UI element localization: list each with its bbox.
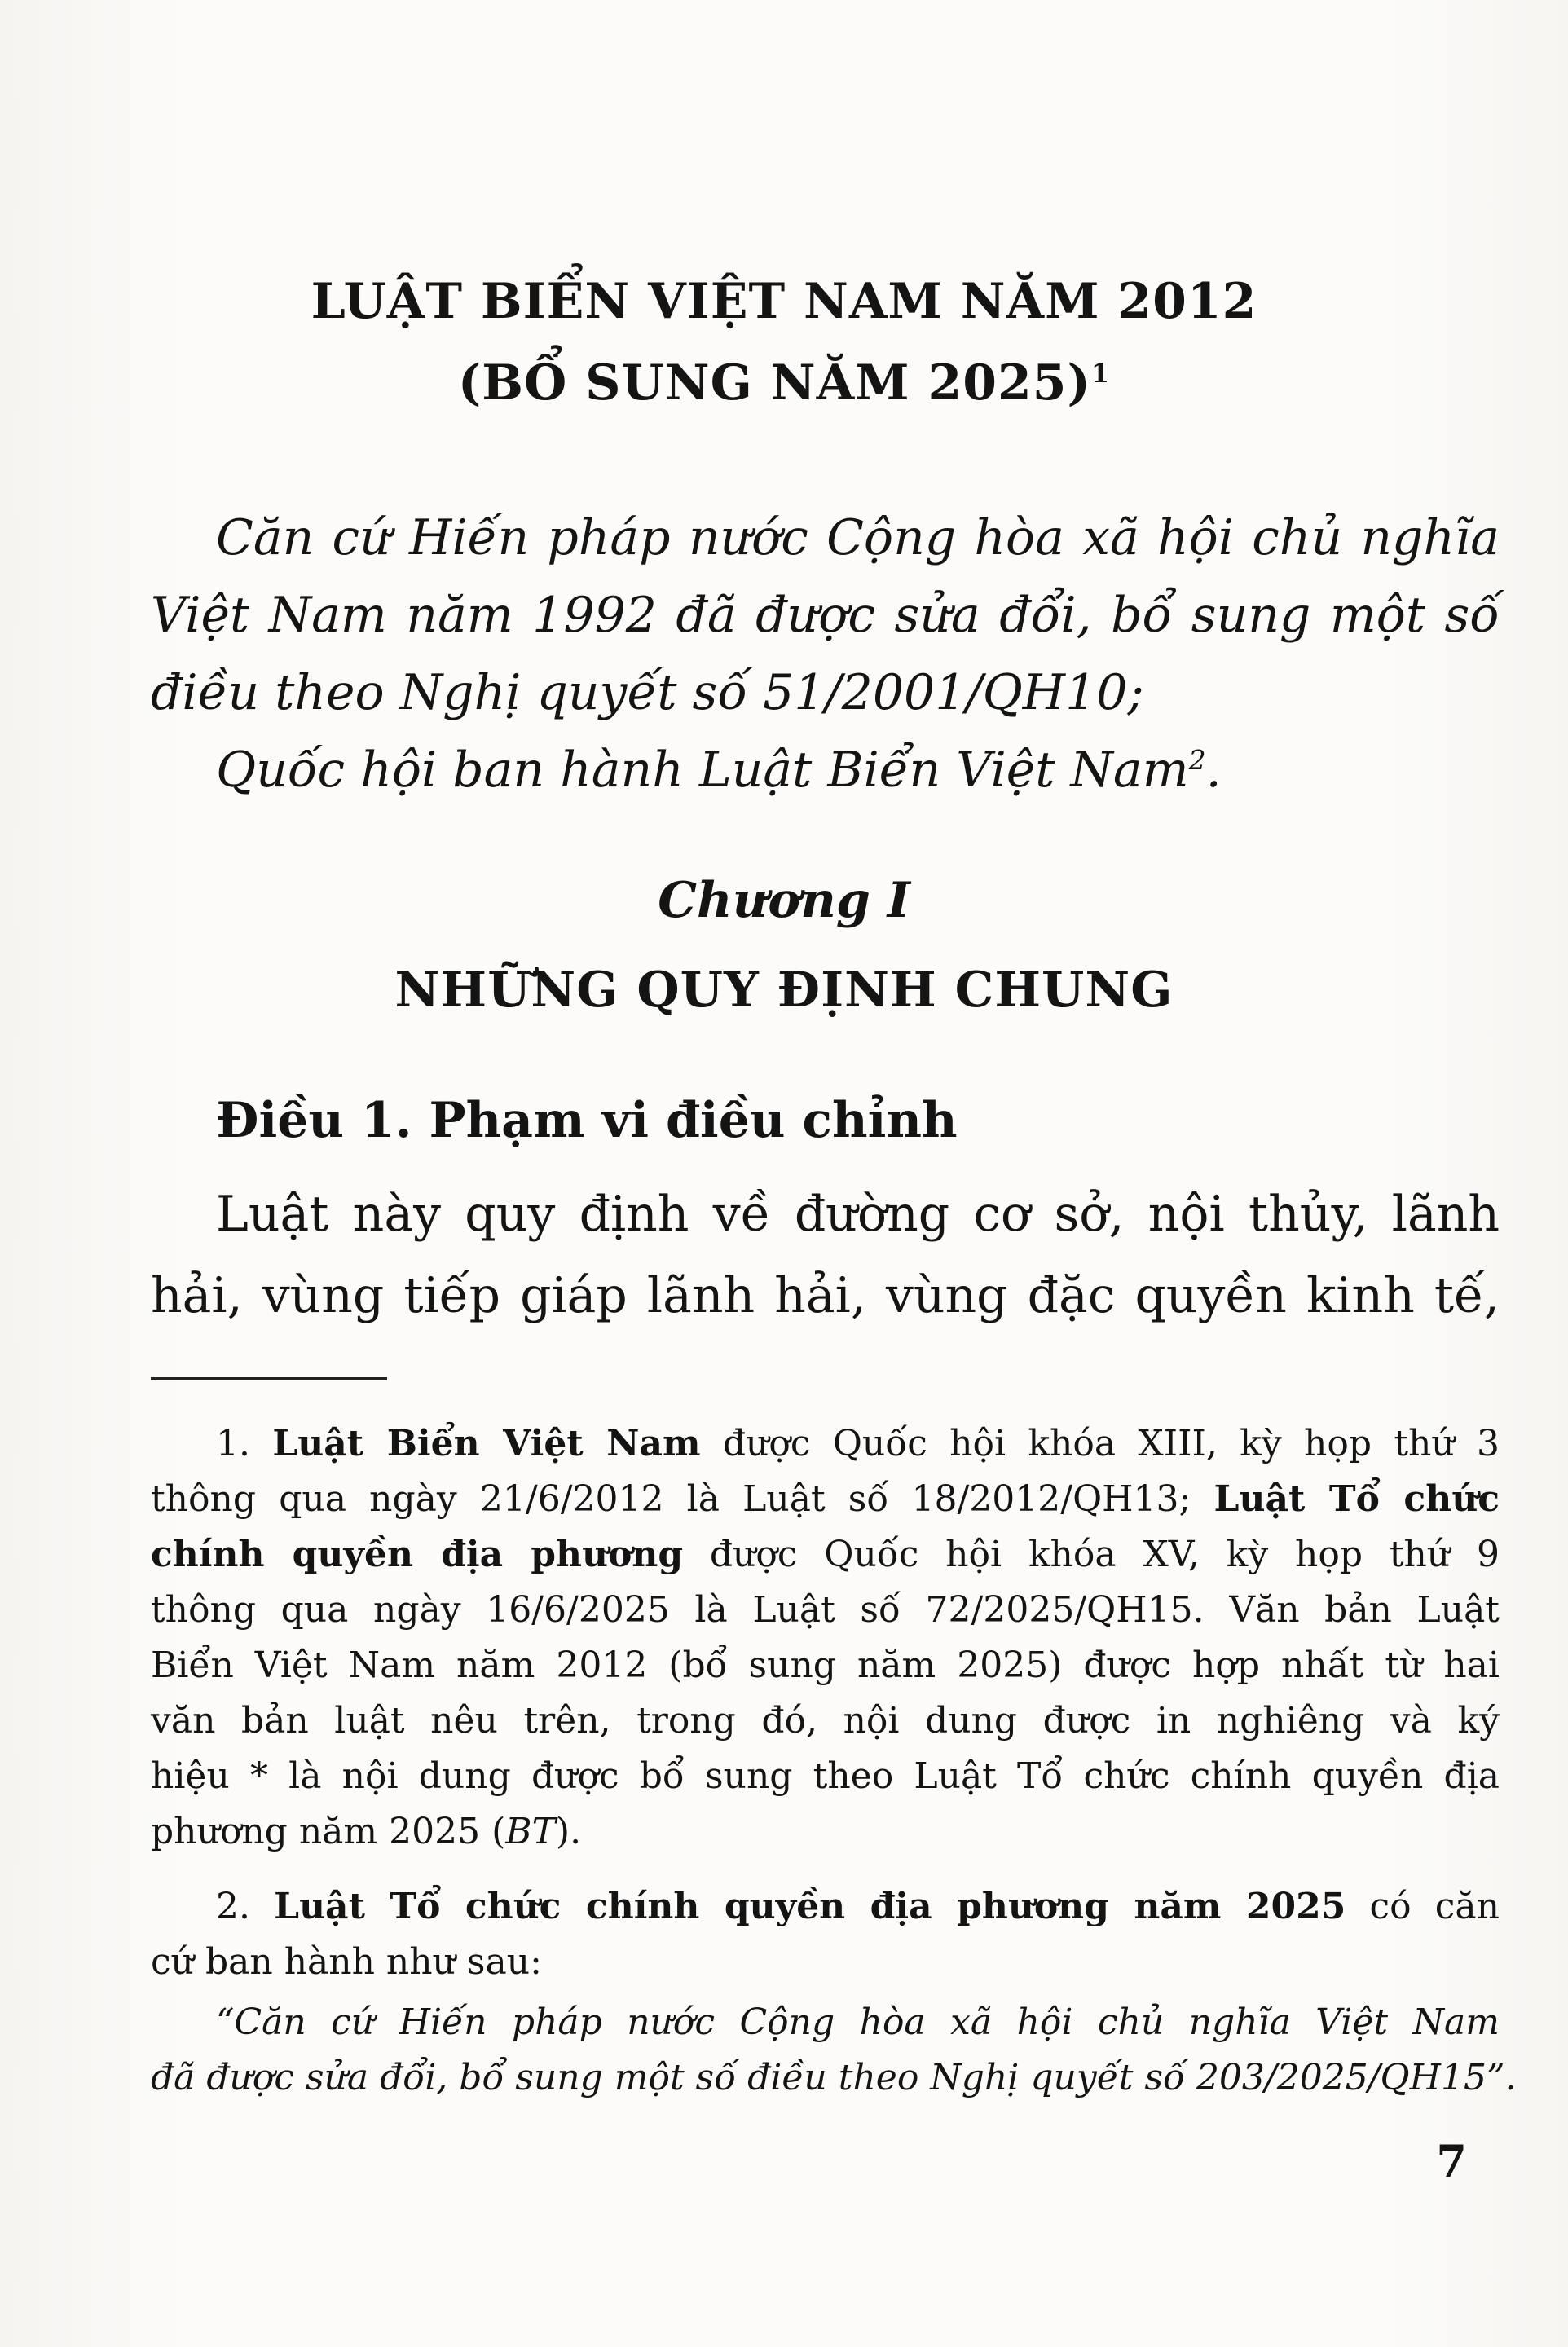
preamble-enact xyxy=(216,742,1222,799)
law-title-line1: LUẬT BIỂN VIỆT NAM NĂM 2012 xyxy=(311,273,1257,330)
footnote-1-text-8b: ). xyxy=(555,1811,582,1852)
footnote-1-bold-2: Luật Tổ chức xyxy=(1213,1478,1500,1520)
footnote-separator xyxy=(151,1377,387,1380)
footnote-2-line-3: “Căn cứ Hiến pháp nước Cộng hòa xã hội chủ nghĩa Việt Nam xyxy=(216,2001,1500,2043)
article-1-line-1: Luật này quy định về đường cơ sở, nội thủy, lãnh xyxy=(216,1186,1500,1243)
footnote-1-italic-8: BT xyxy=(505,1811,556,1852)
chapter-number: Chương I xyxy=(658,872,910,929)
preamble-line-3: điều theo Nghị quyết số 51/2001/QH10; xyxy=(151,664,1144,721)
law-subtitle xyxy=(0,354,1568,412)
preamble-enact-text: Quốc hội ban hành Luật Biển Việt Nam xyxy=(216,742,1189,799)
footnote-1-number: 1. xyxy=(216,1423,273,1464)
footnote-1-text-8a: phương năm 2025 ( xyxy=(151,1811,506,1852)
footnote-1-text-3: được Quốc hội khóa XV, kỳ họp thứ 9 xyxy=(683,1534,1500,1575)
article-1-heading: Điều 1. Phạm vi điều chỉnh xyxy=(216,1092,958,1149)
footnote-1-bold-1: Luật Biển Việt Nam xyxy=(272,1423,701,1464)
footnote-2-line-2: cứ ban hành như sau: xyxy=(151,1941,542,1983)
article-1-line-2: hải, vùng tiếp giáp lãnh hải, vùng đặc quyền kinh tế, xyxy=(151,1267,1500,1324)
footnote-2-line-1 xyxy=(216,1886,1500,1927)
footnote-1-line-1 xyxy=(216,1423,1500,1464)
footnote-1-text-2: thông qua ngày 21/6/2012 là Luật số 18/2012/QH13; xyxy=(151,1478,1214,1520)
footnote-1-text-1: được Quốc hội khóa XIII, kỳ họp thứ 3 xyxy=(700,1423,1500,1464)
footnote-2-text-1: có căn xyxy=(1346,1886,1500,1927)
footnote-1-line-4: thông qua ngày 16/6/2025 là Luật số 72/2025/QH15. Văn bản Luật xyxy=(151,1589,1500,1631)
footnote-2-number: 2. xyxy=(216,1886,275,1927)
preamble-line-2: Việt Nam năm 1992 đã được sửa đổi, bổ sung một số xyxy=(151,587,1500,644)
preamble-line-1: Căn cứ Hiến pháp nước Cộng hòa xã hội chủ nghĩa xyxy=(216,509,1500,566)
footnote-1-line-7: hiệu * là nội dung được bổ sung theo Luật Tổ chức chính quyền địa xyxy=(151,1755,1500,1797)
footnote-ref-2: 2 xyxy=(1188,744,1206,776)
footnote-1-line-2 xyxy=(151,1478,1500,1520)
footnote-2-line-4: đã được sửa đổi, bổ sung một số điều theo Nghị quyết số 203/2025/QH15”. xyxy=(151,2057,1517,2098)
footnote-ref-1: 1 xyxy=(1090,358,1111,389)
footnote-1-bold-3: chính quyền địa phương xyxy=(151,1534,684,1575)
law-title-line2: (BỔ SUNG NĂM 2025) xyxy=(457,354,1091,412)
footnote-1-line-6: văn bản luật nêu trên, trong đó, nội dung được in nghiêng và ký xyxy=(151,1700,1500,1742)
footnote-1-line-3 xyxy=(151,1534,1500,1575)
preamble-enact-end: . xyxy=(1205,742,1222,799)
footnote-1-line-5: Biển Việt Nam năm 2012 (bổ sung năm 2025) được hợp nhất từ hai xyxy=(151,1645,1500,1686)
chapter-title: NHỮNG QUY ĐỊNH CHUNG xyxy=(394,962,1174,1019)
footnote-1-line-8 xyxy=(151,1811,582,1852)
footnote-2-bold-1: Luật Tổ chức chính quyền địa phương năm 2025 xyxy=(274,1886,1346,1927)
page-number: 7 xyxy=(1436,2135,1467,2187)
law-title xyxy=(0,273,1568,330)
